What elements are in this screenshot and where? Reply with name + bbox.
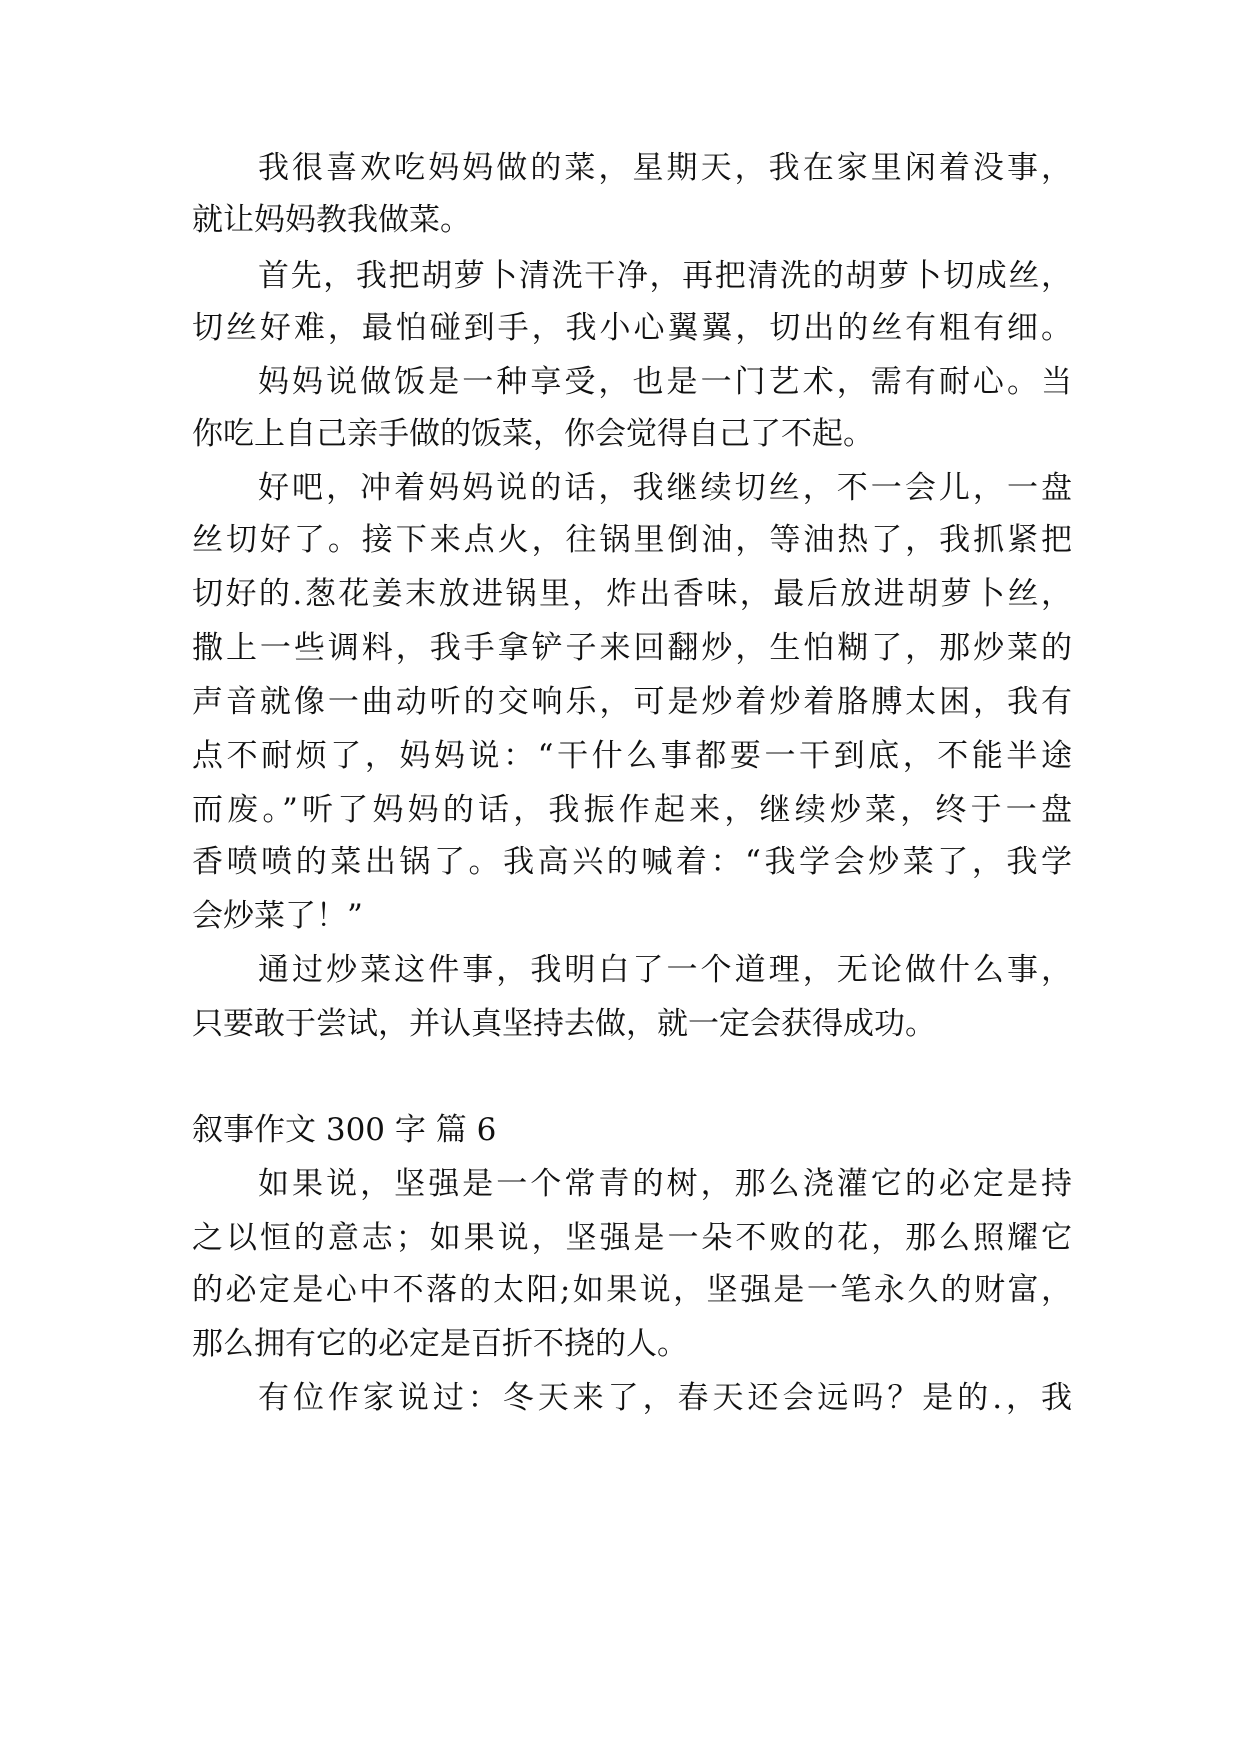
paragraph-2-line-2: 切丝好难，最怕碰到手，我小心翼翼，切出的丝有粗有细。 [192, 310, 1072, 346]
paragraph-3-line-2: 你吃上自己亲手做的饭菜，你会觉得自己了不起。 [192, 416, 874, 452]
paragraph-4-line-6: 点不耐烦了，妈妈说：“干什么事都要一干到底，不能半途 [192, 738, 1072, 774]
paragraph-4-line-1: 好吧，冲着妈妈说的话，我继续切丝，不一会儿，一盘 [258, 470, 1072, 506]
paragraph-6-line-2: 之以恒的意志；如果说，坚强是一朵不败的花，那么照耀它 [192, 1220, 1072, 1256]
paragraph-1-line-1: 我很喜欢吃妈妈做的菜，星期天，我在家里闲着没事， [258, 150, 1072, 186]
paragraph-4-line-9: 会炒菜了！” [192, 898, 363, 934]
paragraph-5-line-2: 只要敢于尝试，并认真坚持去做，就一定会获得成功。 [192, 1006, 936, 1042]
paragraph-2-line-1: 首先，我把胡萝卜清洗干净，再把清洗的胡萝卜切成丝， [258, 258, 1072, 294]
paragraph-6-line-3: 的必定是心中不落的太阳;如果说，坚强是一笔永久的财富， [192, 1272, 1072, 1308]
paragraph-4-line-4: 撒上一些调料，我手拿铲子来回翻炒，生怕糊了，那炒菜的 [192, 630, 1072, 666]
paragraph-5-line-1: 通过炒菜这件事，我明白了一个道理，无论做什么事， [258, 952, 1072, 988]
paragraph-6-line-4: 那么拥有它的必定是百折不挠的人。 [192, 1326, 688, 1362]
section-heading: 叙事作文 300 字 篇 6 [192, 1112, 497, 1148]
paragraph-4-line-2: 丝切好了。接下来点火，往锅里倒油，等油热了，我抓紧把 [192, 522, 1072, 558]
paragraph-4-line-3: 切好的.葱花姜末放进锅里，炸出香味，最后放进胡萝卜丝， [192, 576, 1072, 612]
paragraph-4-line-5: 声音就像一曲动听的交响乐，可是炒着炒着胳膊太困，我有 [192, 684, 1072, 720]
paragraph-4-line-7: 而废。”听了妈妈的话，我振作起来，继续炒菜，终于一盘 [192, 792, 1072, 828]
paragraph-4-line-8: 香喷喷的菜出锅了。我高兴的喊着：“我学会炒菜了，我学 [192, 844, 1072, 880]
paragraph-3-line-1: 妈妈说做饭是一种享受，也是一门艺术，需有耐心。当 [258, 364, 1072, 400]
paragraph-1-line-2: 就让妈妈教我做菜。 [192, 202, 471, 238]
paragraph-7-line-1: 有位作家说过：冬天来了，春天还会远吗？是的.，我 [258, 1380, 1072, 1416]
paragraph-6-line-1: 如果说，坚强是一个常青的树，那么浇灌它的必定是持 [258, 1166, 1072, 1202]
